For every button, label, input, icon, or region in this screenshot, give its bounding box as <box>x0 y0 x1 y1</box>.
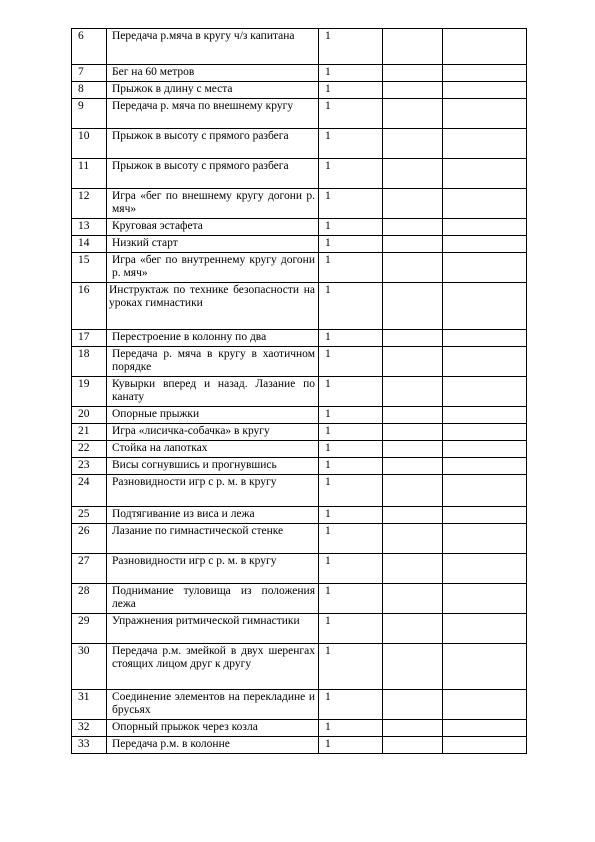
lesson-topic: Инструктаж по технике безопасности на уроках гимнастики <box>107 283 319 330</box>
empty-cell-2 <box>443 407 527 424</box>
lesson-topic: Круговая эстафета <box>107 219 319 236</box>
table-row <box>72 129 527 159</box>
lesson-topic: Лазание по гимнастической стенке <box>107 524 319 554</box>
lesson-number: 6 <box>72 29 107 65</box>
table-row <box>72 614 527 644</box>
lesson-topic: Прыжок в высоту с прямого разбега <box>107 159 319 189</box>
lesson-number: 8 <box>72 82 107 99</box>
lesson-hours: 1 <box>319 690 383 720</box>
empty-cell-1 <box>383 330 443 347</box>
empty-cell-1 <box>383 441 443 458</box>
table-row <box>72 82 527 99</box>
lesson-hours: 1 <box>319 720 383 737</box>
lesson-number: 25 <box>72 507 107 524</box>
empty-cell-2 <box>443 524 527 554</box>
lesson-number: 32 <box>72 720 107 737</box>
empty-cell-2 <box>443 424 527 441</box>
table-row <box>72 690 527 720</box>
lesson-topic: Поднимание туловища из положения лежа <box>107 584 319 614</box>
lesson-topic: Прыжок в высоту с прямого разбега <box>107 129 319 159</box>
empty-cell-2 <box>443 584 527 614</box>
lesson-hours: 1 <box>319 219 383 236</box>
lesson-hours: 1 <box>319 236 383 253</box>
lesson-number: 15 <box>72 253 107 283</box>
lesson-number: 22 <box>72 441 107 458</box>
lesson-topic: Передача р. мяча в кругу в хаотичном порядке <box>107 347 319 377</box>
empty-cell-1 <box>383 82 443 99</box>
empty-cell-2 <box>443 690 527 720</box>
lesson-hours: 1 <box>319 554 383 584</box>
empty-cell-1 <box>383 614 443 644</box>
empty-cell-2 <box>443 554 527 584</box>
empty-cell-2 <box>443 129 527 159</box>
table-row <box>72 720 527 737</box>
lesson-topic: Опорные прыжки <box>107 407 319 424</box>
empty-cell-2 <box>443 614 527 644</box>
lesson-number: 26 <box>72 524 107 554</box>
lesson-hours: 1 <box>319 159 383 189</box>
lesson-number: 24 <box>72 475 107 507</box>
lesson-number: 27 <box>72 554 107 584</box>
lesson-topic: Игра «бег по внешнему кругу догони р. мяч» <box>107 189 319 219</box>
empty-cell-2 <box>443 458 527 475</box>
lesson-hours: 1 <box>319 82 383 99</box>
empty-cell-1 <box>383 99 443 129</box>
empty-cell-1 <box>383 189 443 219</box>
table-row <box>72 377 527 407</box>
table-row <box>72 236 527 253</box>
table-row <box>72 644 527 690</box>
empty-cell-2 <box>443 99 527 129</box>
table-row <box>72 407 527 424</box>
lesson-number: 9 <box>72 99 107 129</box>
empty-cell-1 <box>383 554 443 584</box>
lesson-topic: Стойка на лапотках <box>107 441 319 458</box>
table-row <box>72 99 527 129</box>
lesson-hours: 1 <box>319 347 383 377</box>
empty-cell-2 <box>443 283 527 330</box>
lesson-number: 28 <box>72 584 107 614</box>
lesson-hours: 1 <box>319 614 383 644</box>
lesson-hours: 1 <box>319 99 383 129</box>
lesson-number: 20 <box>72 407 107 424</box>
lesson-number: 10 <box>72 129 107 159</box>
empty-cell-1 <box>383 65 443 82</box>
lesson-topic: Подтягивание из виса и лежа <box>107 507 319 524</box>
lesson-plan-table <box>71 28 527 754</box>
lesson-number: 31 <box>72 690 107 720</box>
lesson-hours: 1 <box>319 377 383 407</box>
empty-cell-1 <box>383 219 443 236</box>
empty-cell-1 <box>383 159 443 189</box>
table-row <box>72 524 527 554</box>
table-row <box>72 283 527 330</box>
lesson-hours: 1 <box>319 283 383 330</box>
lesson-number: 11 <box>72 159 107 189</box>
empty-cell-1 <box>383 129 443 159</box>
lesson-topic: Прыжок в длину с места <box>107 82 319 99</box>
table-row <box>72 219 527 236</box>
table-row <box>72 347 527 377</box>
empty-cell-2 <box>443 29 527 65</box>
lesson-number: 16 <box>72 283 107 330</box>
empty-cell-1 <box>383 29 443 65</box>
table-row <box>72 253 527 283</box>
empty-cell-2 <box>443 347 527 377</box>
table-row <box>72 29 527 65</box>
empty-cell-2 <box>443 159 527 189</box>
empty-cell-2 <box>443 737 527 754</box>
empty-cell-2 <box>443 236 527 253</box>
empty-cell-2 <box>443 377 527 407</box>
empty-cell-2 <box>443 644 527 690</box>
lesson-hours: 1 <box>319 424 383 441</box>
lesson-topic: Передача р.мяча в кругу ч/з капитана <box>107 29 319 65</box>
lesson-topic: Бег на 60 метров <box>107 65 319 82</box>
lesson-number: 23 <box>72 458 107 475</box>
empty-cell-1 <box>383 236 443 253</box>
table-row <box>72 330 527 347</box>
empty-cell-1 <box>383 690 443 720</box>
table-row <box>72 584 527 614</box>
lesson-topic: Игра «бег по внутреннему кругу догони р. мяч» <box>107 253 319 283</box>
lesson-hours: 1 <box>319 507 383 524</box>
table-row <box>72 507 527 524</box>
lesson-number: 30 <box>72 644 107 690</box>
empty-cell-1 <box>383 644 443 690</box>
lesson-hours: 1 <box>319 737 383 754</box>
empty-cell-2 <box>443 720 527 737</box>
lesson-number: 21 <box>72 424 107 441</box>
lesson-topic: Разновидности игр с р. м. в кругу <box>107 554 319 584</box>
empty-cell-1 <box>383 407 443 424</box>
lesson-number: 33 <box>72 737 107 754</box>
empty-cell-1 <box>383 283 443 330</box>
lesson-topic: Игра «лисичка-собачка» в кругу <box>107 424 319 441</box>
empty-cell-1 <box>383 507 443 524</box>
lesson-topic: Передача р.м. змейкой в двух шеренгах стоящих лицом друг к другу <box>107 644 319 690</box>
lesson-number: 13 <box>72 219 107 236</box>
empty-cell-1 <box>383 458 443 475</box>
empty-cell-1 <box>383 737 443 754</box>
lesson-number: 19 <box>72 377 107 407</box>
empty-cell-2 <box>443 507 527 524</box>
empty-cell-1 <box>383 720 443 737</box>
table-row <box>72 65 527 82</box>
lesson-topic: Передача р.м. в колонне <box>107 737 319 754</box>
table-row <box>72 159 527 189</box>
lesson-topic: Соединение элементов на перекладине и брусьях <box>107 690 319 720</box>
empty-cell-1 <box>383 424 443 441</box>
lesson-hours: 1 <box>319 65 383 82</box>
lesson-hours: 1 <box>319 584 383 614</box>
lesson-topic: Передача р. мяча по внешнему кругу <box>107 99 319 129</box>
lesson-hours: 1 <box>319 524 383 554</box>
table-row <box>72 554 527 584</box>
lesson-topic: Кувырки вперед и назад. Лазание по канату <box>107 377 319 407</box>
lesson-hours: 1 <box>319 458 383 475</box>
lesson-number: 12 <box>72 189 107 219</box>
lesson-hours: 1 <box>319 475 383 507</box>
empty-cell-1 <box>383 253 443 283</box>
empty-cell-2 <box>443 475 527 507</box>
empty-cell-1 <box>383 377 443 407</box>
lesson-hours: 1 <box>319 441 383 458</box>
lesson-hours: 1 <box>319 189 383 219</box>
empty-cell-1 <box>383 524 443 554</box>
table-row <box>72 189 527 219</box>
lesson-number: 17 <box>72 330 107 347</box>
empty-cell-1 <box>383 475 443 507</box>
lesson-number: 29 <box>72 614 107 644</box>
empty-cell-1 <box>383 347 443 377</box>
lesson-number: 7 <box>72 65 107 82</box>
lesson-topic: Висы согнувшись и прогнувшись <box>107 458 319 475</box>
table-row <box>72 441 527 458</box>
table-row <box>72 737 527 754</box>
lesson-number: 18 <box>72 347 107 377</box>
empty-cell-2 <box>443 82 527 99</box>
lesson-topic: Разновидности игр с р. м. в кругу <box>107 475 319 507</box>
lesson-hours: 1 <box>319 330 383 347</box>
lesson-hours: 1 <box>319 129 383 159</box>
lesson-hours: 1 <box>319 29 383 65</box>
lesson-hours: 1 <box>319 407 383 424</box>
empty-cell-2 <box>443 219 527 236</box>
table-row <box>72 424 527 441</box>
empty-cell-2 <box>443 441 527 458</box>
empty-cell-2 <box>443 189 527 219</box>
lesson-hours: 1 <box>319 644 383 690</box>
lesson-topic: Перестроение в колонну по два <box>107 330 319 347</box>
table-row <box>72 458 527 475</box>
lesson-hours: 1 <box>319 253 383 283</box>
lesson-number: 14 <box>72 236 107 253</box>
lesson-topic: Низкий старт <box>107 236 319 253</box>
empty-cell-2 <box>443 330 527 347</box>
empty-cell-2 <box>443 65 527 82</box>
lesson-topic: Опорный прыжок через козла <box>107 720 319 737</box>
empty-cell-1 <box>383 584 443 614</box>
lesson-topic: Упражнения ритмической гимнастики <box>107 614 319 644</box>
table-row <box>72 475 527 507</box>
empty-cell-2 <box>443 253 527 283</box>
